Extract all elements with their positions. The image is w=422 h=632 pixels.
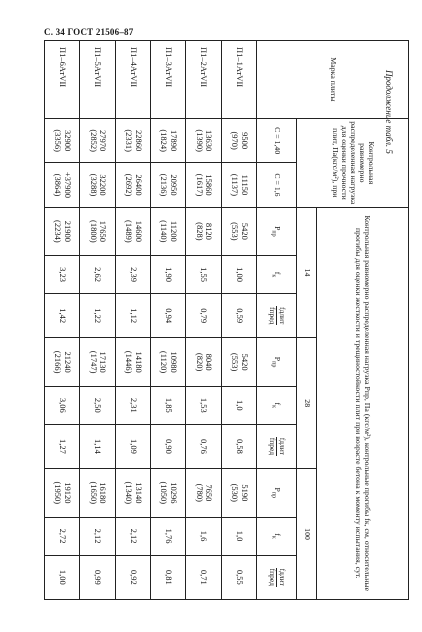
cell-load-c140-value: (1824) bbox=[159, 129, 170, 152]
cell-ratio-28 bbox=[151, 424, 186, 468]
cell-load-c140 bbox=[80, 119, 115, 163]
cell-load-c140 bbox=[186, 119, 221, 163]
cell-f-28 bbox=[186, 386, 221, 424]
cell-f-28 bbox=[221, 386, 256, 424]
cell-p-100 bbox=[80, 469, 115, 518]
cell-p-14-value: 21900 bbox=[62, 220, 73, 242]
column-header-ratio-14: fдлит fпред bbox=[257, 294, 297, 338]
table-row bbox=[186, 41, 221, 600]
cell-mark bbox=[221, 41, 256, 119]
cell-load-c140-value: (3356) bbox=[53, 129, 64, 152]
cell-load-c140-value: 13630 bbox=[204, 130, 215, 152]
page-header: С. 34 ГОСТ 21506–87 bbox=[44, 27, 134, 37]
cell-p-28-value: (1747) bbox=[88, 350, 99, 374]
cell-load-c16-value: (3864) bbox=[53, 173, 64, 197]
cell-p-28 bbox=[45, 338, 80, 387]
cell-p-100-value: 16180 bbox=[98, 482, 109, 504]
table-row bbox=[221, 41, 256, 600]
column-header-f-100: $f_к$ bbox=[257, 517, 297, 555]
cell-p-28-value: 8040 bbox=[204, 353, 215, 371]
cell-load-c140 bbox=[221, 119, 256, 163]
cell-p-28 bbox=[115, 338, 150, 387]
cell-f-100 bbox=[80, 517, 115, 555]
cell-p-100-value: (780) bbox=[194, 483, 205, 503]
cell-ratio-28 bbox=[115, 424, 150, 468]
cell-p-14-value: 14600 bbox=[133, 220, 144, 242]
column-group-main: Контрольная равномерно распределенная нагрузка Pпр, Па (кгс/м²), контрольные прогибы fк, см, относительные прогибы для оценки жесткости и трещиностойкости плит при возрасте бетона к моменту испытания, сут. bbox=[317, 207, 409, 599]
cell-load-c16 bbox=[221, 163, 256, 207]
cell-p-14-value: (1140) bbox=[159, 220, 170, 243]
table-row bbox=[115, 41, 150, 600]
cell-p-100 bbox=[115, 469, 150, 518]
column-group-control-load: Контрольная равномерно распределенная нагрузка для оценки прочности плит, Па(кгс/м²), при bbox=[297, 119, 409, 208]
cell-p-100 bbox=[151, 469, 186, 518]
cell-ratio-100 bbox=[80, 555, 115, 599]
cell-p-14 bbox=[45, 207, 80, 256]
cell-f-14-value: 1,55 bbox=[199, 267, 210, 282]
cell-load-c16-value: 20950 bbox=[168, 174, 179, 196]
cell-f-28-value: 1,0 bbox=[234, 399, 245, 411]
cell-f-14-value: 2,39 bbox=[128, 267, 139, 282]
cell-f-14-value: 1,90 bbox=[164, 267, 175, 282]
cell-ratio-100 bbox=[115, 555, 150, 599]
column-header-day-100: 100 bbox=[297, 469, 317, 600]
cell-p-28-value: 10980 bbox=[168, 351, 179, 373]
cell-load-c140 bbox=[115, 119, 150, 163]
cell-ratio-28 bbox=[186, 424, 221, 468]
cell-f-100 bbox=[45, 517, 80, 555]
cell-p-100-value: (1950) bbox=[53, 481, 64, 505]
cell-p-100-value: (1050) bbox=[159, 481, 170, 505]
cell-f-14-value: 1,00 bbox=[234, 267, 245, 282]
cell-p-100-value: 13140 bbox=[133, 482, 144, 504]
table-continuation-label: Продолжение табл. 5 bbox=[384, 70, 394, 154]
cell-ratio-28 bbox=[221, 424, 256, 468]
cell-p-14 bbox=[186, 207, 221, 256]
cell-ratio-14 bbox=[221, 294, 256, 338]
cell-ratio-14 bbox=[115, 294, 150, 338]
column-header-p-100: $P_{пр}$ bbox=[257, 469, 297, 518]
cell-p-14-value: 5420 bbox=[239, 222, 250, 240]
cell-p-28-value: 17130 bbox=[98, 351, 109, 373]
cell-f-28-value: 2,50 bbox=[93, 397, 104, 413]
cell-f-100 bbox=[151, 517, 186, 555]
cell-p-14-value: (1800) bbox=[88, 220, 99, 243]
cell-load-c140 bbox=[45, 119, 80, 163]
cell-f-14 bbox=[80, 256, 115, 294]
cell-mark bbox=[45, 41, 80, 119]
load-table bbox=[44, 40, 409, 600]
table-row bbox=[151, 41, 186, 600]
cell-f-14-value: 3,23 bbox=[58, 267, 69, 282]
cell-load-c140-value: (2852) bbox=[88, 129, 99, 152]
cell-f-28 bbox=[151, 386, 186, 424]
cell-load-c16-value: (2136) bbox=[159, 173, 170, 197]
cell-load-c140-value: (970) bbox=[229, 131, 240, 150]
cell-ratio-100-value: 1,00 bbox=[58, 569, 69, 585]
cell-ratio-28-value: 0,76 bbox=[199, 438, 210, 454]
cell-ratio-100-value: 0,92 bbox=[128, 569, 139, 585]
cell-load-c140-value: 17890 bbox=[168, 130, 179, 152]
cell-p-100-value: (530) bbox=[229, 483, 240, 503]
cell-ratio-100-value: 0,55 bbox=[234, 569, 245, 585]
rotated-table-container bbox=[44, 40, 409, 600]
cell-f-14 bbox=[221, 256, 256, 294]
cell-ratio-28-value: 0,90 bbox=[164, 438, 175, 454]
cell-load-c140-value: 22860 bbox=[133, 130, 144, 152]
cell-load-c16-value: 15860 bbox=[204, 174, 215, 196]
column-header-ratio-100: fдлит fпред bbox=[257, 555, 297, 599]
cell-p-100 bbox=[221, 469, 256, 518]
cell-p-14-value: 11200 bbox=[168, 220, 179, 242]
cell-mark-value: П1–6АтVII bbox=[58, 47, 69, 88]
cell-f-28-value: 1,85 bbox=[164, 397, 175, 413]
cell-mark bbox=[151, 41, 186, 119]
column-header-day-14: 14 bbox=[297, 207, 317, 338]
cell-mark-value: П1–3АтVII bbox=[164, 47, 175, 88]
cell-p-28-value: 21240 bbox=[62, 351, 73, 373]
cell-ratio-14-value: 1,42 bbox=[58, 308, 69, 324]
cell-mark bbox=[115, 41, 150, 119]
cell-p-14-value: 17650 bbox=[98, 220, 109, 242]
cell-ratio-100 bbox=[221, 555, 256, 599]
cell-ratio-100 bbox=[186, 555, 221, 599]
cell-f-28-value: 3,06 bbox=[58, 397, 69, 413]
cell-ratio-14 bbox=[45, 294, 80, 338]
cell-ratio-14 bbox=[186, 294, 221, 338]
cell-f-100-value: 2,72 bbox=[58, 528, 69, 544]
cell-mark bbox=[186, 41, 221, 119]
cell-p-14-value: (553) bbox=[229, 222, 240, 241]
cell-p-28-value: (1120) bbox=[159, 350, 170, 374]
cell-f-100-value: 1,6 bbox=[199, 530, 210, 542]
cell-load-c140-value: (2331) bbox=[123, 129, 134, 152]
column-header-c16: C = 1,6 bbox=[257, 163, 297, 207]
column-header-ratio-28: fдлит fпред bbox=[257, 424, 297, 468]
column-header-p-14: $P_{пр}$ bbox=[257, 207, 297, 256]
cell-ratio-14 bbox=[151, 294, 186, 338]
cell-ratio-100-value: 0,71 bbox=[199, 569, 210, 585]
cell-load-c140-value: (1390) bbox=[194, 129, 205, 152]
cell-load-c16 bbox=[151, 163, 186, 207]
cell-f-28 bbox=[80, 386, 115, 424]
cell-load-c16 bbox=[186, 163, 221, 207]
cell-mark-value: П1–5АтVII bbox=[93, 47, 104, 88]
cell-ratio-100-value: 0,99 bbox=[93, 569, 104, 585]
table-row bbox=[45, 41, 80, 600]
cell-ratio-100 bbox=[151, 555, 186, 599]
cell-load-c16-value: (2692) bbox=[123, 173, 134, 197]
cell-p-28 bbox=[221, 338, 256, 387]
cell-ratio-28 bbox=[45, 424, 80, 468]
cell-f-14 bbox=[45, 256, 80, 294]
cell-p-28-value: (2166) bbox=[53, 350, 64, 374]
cell-f-28 bbox=[45, 386, 80, 424]
cell-mark bbox=[80, 41, 115, 119]
cell-load-c16 bbox=[80, 163, 115, 207]
cell-load-c16-value: (1617) bbox=[194, 173, 205, 197]
cell-load-c140-value: 32900 bbox=[62, 130, 73, 152]
cell-p-14-value: (1489) bbox=[123, 220, 134, 243]
cell-ratio-28-value: 0,58 bbox=[234, 438, 245, 454]
cell-mark-value: П1–2АтVII bbox=[199, 47, 210, 88]
cell-f-100-value: 1,76 bbox=[164, 528, 175, 544]
cell-load-c16 bbox=[45, 163, 80, 207]
cell-f-100-value: 2,12 bbox=[93, 528, 104, 544]
cell-ratio-14-value: 1,22 bbox=[93, 308, 104, 324]
cell-f-14 bbox=[151, 256, 186, 294]
cell-p-100-value: 7650 bbox=[204, 484, 215, 502]
table-body bbox=[45, 41, 257, 600]
cell-mark-value: П1–1АтVII bbox=[234, 47, 245, 88]
cell-f-100 bbox=[115, 517, 150, 555]
cell-f-28-value: 1,53 bbox=[199, 397, 210, 413]
column-header-day-28: 28 bbox=[297, 338, 317, 469]
cell-p-28-value: (1446) bbox=[123, 350, 134, 374]
cell-load-c16-value: +37900 bbox=[62, 171, 73, 198]
column-header-f-14: $f_к$ bbox=[257, 256, 297, 294]
cell-p-28 bbox=[186, 338, 221, 387]
cell-f-100-value: 2,12 bbox=[128, 528, 139, 544]
cell-p-100-value: 5190 bbox=[239, 484, 250, 502]
cell-f-100 bbox=[186, 517, 221, 555]
cell-p-14 bbox=[151, 207, 186, 256]
cell-load-c16 bbox=[115, 163, 150, 207]
cell-load-c16-value: 26400 bbox=[133, 174, 144, 196]
column-header-p-28: $P_{пр}$ bbox=[257, 338, 297, 387]
cell-p-100-value: (1340) bbox=[123, 481, 134, 505]
cell-ratio-28-value: 1,14 bbox=[93, 438, 104, 454]
cell-ratio-100-value: 0,81 bbox=[164, 569, 175, 585]
table-row bbox=[80, 41, 115, 600]
cell-p-14 bbox=[221, 207, 256, 256]
cell-p-14-value: 8120 bbox=[204, 222, 215, 240]
cell-ratio-28-value: 1,09 bbox=[128, 438, 139, 454]
column-header-c140: C = 1,40 bbox=[257, 119, 297, 163]
cell-p-100 bbox=[45, 469, 80, 518]
cell-p-14-value: (828) bbox=[194, 222, 205, 241]
cell-p-28 bbox=[151, 338, 186, 387]
cell-ratio-14 bbox=[80, 294, 115, 338]
cell-p-100 bbox=[186, 469, 221, 518]
cell-p-28-value: (553) bbox=[229, 352, 240, 372]
cell-f-14 bbox=[186, 256, 221, 294]
cell-f-14-value: 2,62 bbox=[93, 267, 104, 282]
cell-load-c140-value: 9500 bbox=[239, 132, 250, 150]
cell-ratio-14-value: 0,94 bbox=[164, 308, 175, 324]
cell-p-100-value: (1650) bbox=[88, 481, 99, 505]
cell-f-28 bbox=[115, 386, 150, 424]
column-header-mark: Марка плиты bbox=[257, 41, 409, 119]
cell-p-28-value: (820) bbox=[194, 352, 205, 372]
cell-f-100-value: 1,0 bbox=[234, 530, 245, 542]
cell-ratio-28-value: 1,27 bbox=[58, 438, 69, 454]
column-header-f-28: $f_к$ bbox=[257, 386, 297, 424]
cell-p-100-value: 10296 bbox=[168, 482, 179, 504]
cell-f-100 bbox=[221, 517, 256, 555]
cell-p-28 bbox=[80, 338, 115, 387]
cell-load-c140 bbox=[151, 119, 186, 163]
cell-p-28-value: 5420 bbox=[239, 353, 250, 371]
cell-mark-value: П1–4АтVII bbox=[128, 47, 139, 88]
cell-p-14-value: (2234) bbox=[53, 220, 64, 243]
cell-load-c16-value: 11150 bbox=[239, 174, 250, 196]
cell-f-28-value: 2,31 bbox=[128, 397, 139, 413]
cell-ratio-14-value: 1,12 bbox=[128, 308, 139, 324]
cell-ratio-14-value: 0,59 bbox=[234, 308, 245, 324]
cell-p-100-value: 19120 bbox=[62, 482, 73, 504]
cell-load-c140-value: 27970 bbox=[98, 130, 109, 152]
cell-ratio-100 bbox=[45, 555, 80, 599]
cell-ratio-28 bbox=[80, 424, 115, 468]
cell-f-14 bbox=[115, 256, 150, 294]
cell-p-14 bbox=[80, 207, 115, 256]
cell-p-14 bbox=[115, 207, 150, 256]
cell-load-c16-value: (1137) bbox=[229, 173, 240, 197]
cell-load-c16-value: 32200 bbox=[98, 174, 109, 196]
cell-p-28-value: 14180 bbox=[133, 351, 144, 373]
cell-load-c16-value: (3288) bbox=[88, 173, 99, 197]
cell-ratio-14-value: 0,79 bbox=[199, 308, 210, 324]
